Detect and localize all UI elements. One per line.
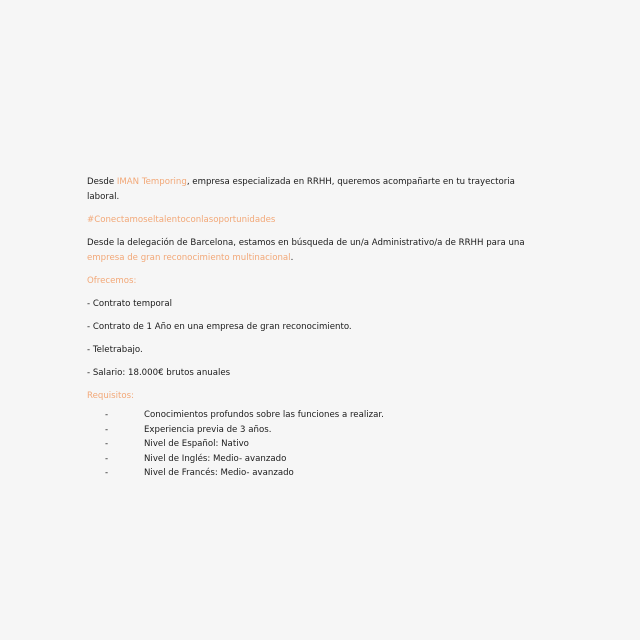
delegation-accent: empresa de gran reconocimiento multinacional bbox=[87, 253, 291, 263]
requirements-heading: Requisitos: bbox=[87, 391, 135, 401]
requirement-item bbox=[105, 423, 567, 438]
requirement-item bbox=[105, 466, 567, 481]
bullet-dash: - bbox=[105, 439, 109, 449]
delegation-end: . bbox=[290, 253, 294, 263]
intro-suffix: , empresa especializada en RRHH, queremos acompañarte en tu trayectoria bbox=[186, 177, 515, 187]
requirement-item bbox=[105, 452, 567, 467]
requirement-item bbox=[105, 437, 567, 452]
company-name: IMAN Temporing bbox=[116, 177, 187, 187]
offer-item: - Contrato temporal bbox=[87, 299, 172, 309]
intro-paragraph bbox=[87, 175, 567, 205]
bullet-dash: - bbox=[105, 410, 109, 420]
hashtag: #Conectamoseltalentoconlasoportunidades bbox=[87, 215, 276, 225]
requirement-text: Experiencia previa de 3 años. bbox=[144, 424, 272, 435]
offer-item: - Contrato de 1 Año en una empresa de gran reconocimiento. bbox=[87, 322, 352, 332]
delegation-line1: Desde la delegación de Barcelona, estamos en búsqueda de un/a Administrativo/a de RRHH para una bbox=[87, 238, 525, 248]
job-posting-content bbox=[87, 175, 567, 481]
bullet-dash: - bbox=[105, 468, 109, 478]
requirement-text: Nivel de Inglés: Medio- avanzado bbox=[144, 453, 287, 464]
offer-item: - Salario: 18.000€ brutos anuales bbox=[87, 368, 231, 378]
intro-prefix: Desde bbox=[87, 177, 117, 187]
requirement-text: Nivel de Francés: Medio- avanzado bbox=[144, 468, 294, 478]
requirement-text: Conocimientos profundos sobre las funciones a realizar. bbox=[144, 410, 384, 420]
requirement-text: Nivel de Español: Nativo bbox=[144, 439, 249, 449]
requirements-list bbox=[87, 408, 567, 481]
bullet-dash: - bbox=[105, 424, 109, 435]
requirement-item bbox=[105, 408, 567, 423]
intro-line2: laboral. bbox=[87, 192, 120, 202]
offer-heading: Ofrecemos: bbox=[87, 276, 137, 286]
delegation-paragraph bbox=[87, 236, 567, 266]
offer-item: - Teletrabajo. bbox=[87, 345, 143, 355]
bullet-dash: - bbox=[105, 453, 109, 464]
